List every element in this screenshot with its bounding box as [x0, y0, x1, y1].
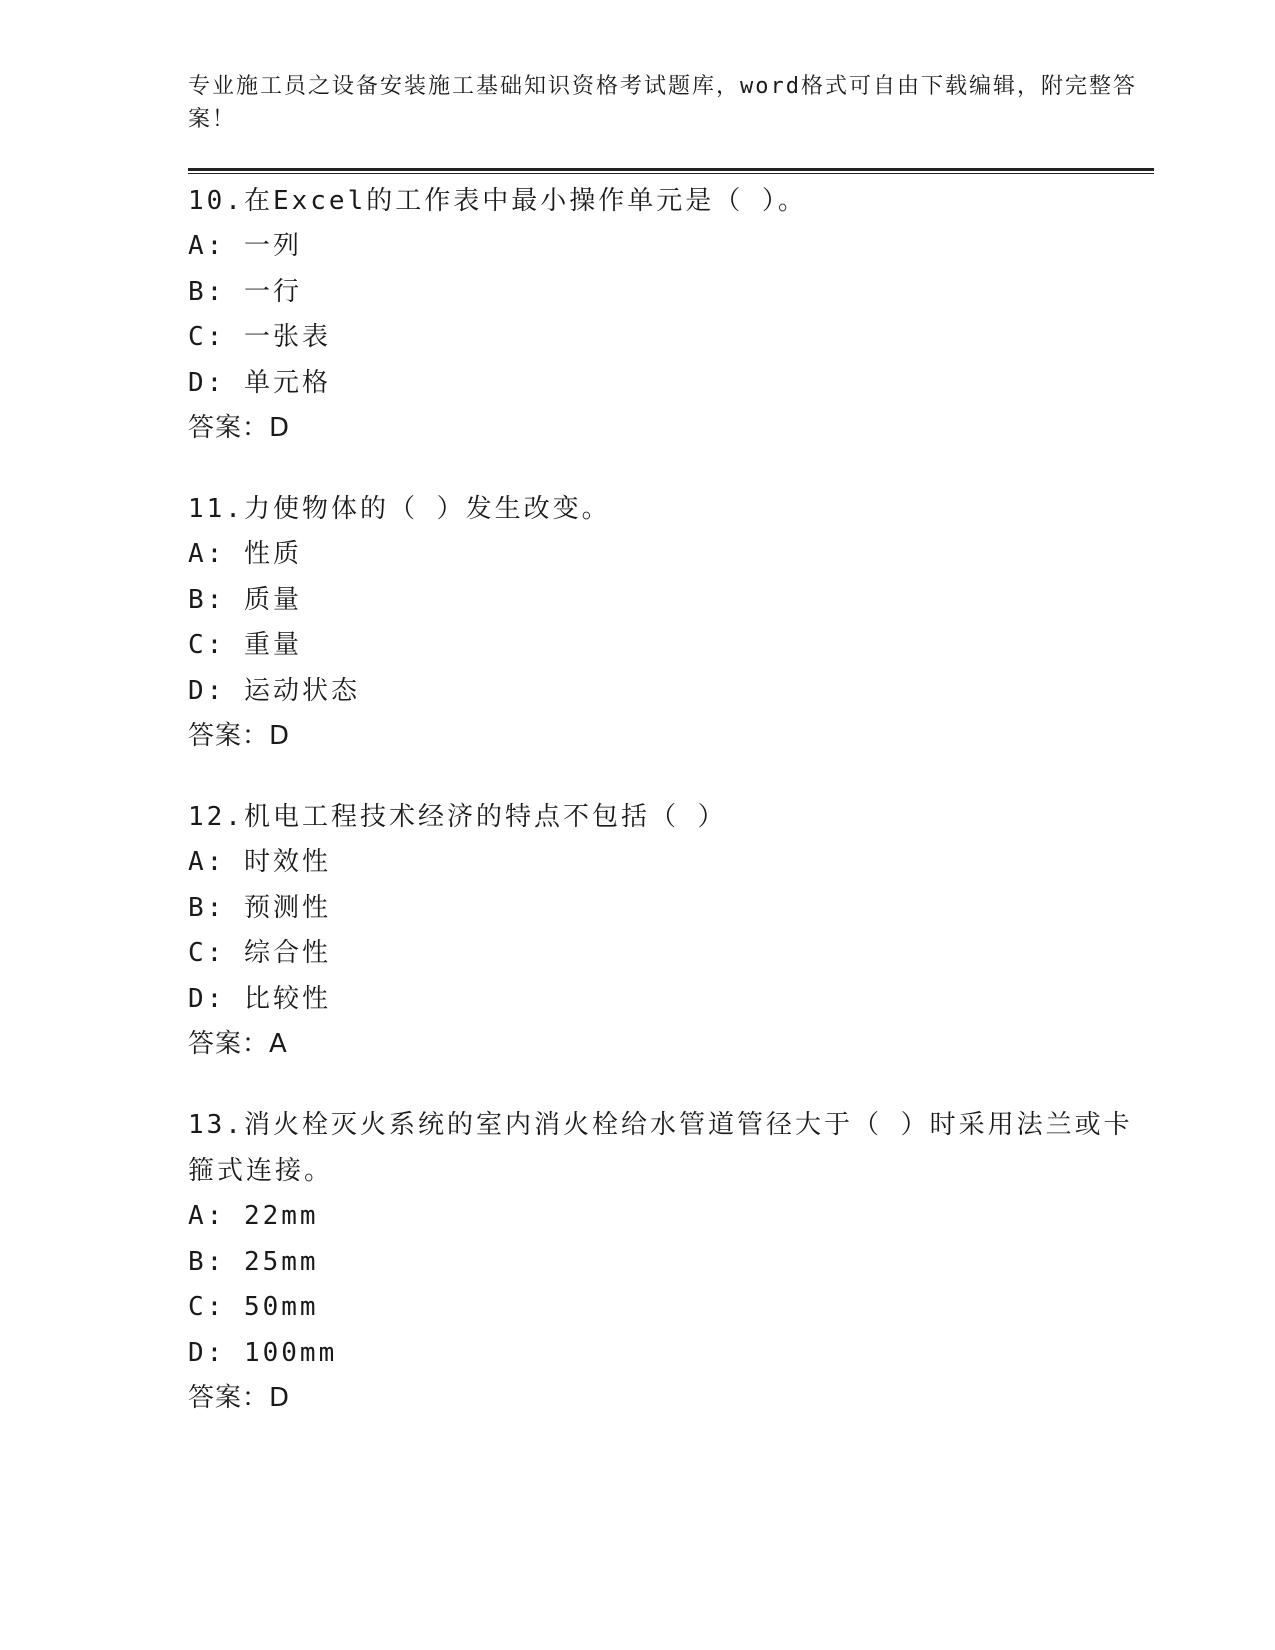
option-d: D: 单元格: [188, 367, 331, 398]
option-c: C: 一张表: [188, 322, 331, 352]
option-d: D: 100mm: [188, 1337, 338, 1368]
question-item: [188, 1102, 1154, 1421]
answer-line: 答案：D: [188, 1383, 291, 1413]
option-b: B: 25mm: [188, 1246, 319, 1277]
option-c: C: 综合性: [188, 938, 331, 968]
option-c: C: 50mm: [188, 1292, 319, 1322]
option-a: A: 性质: [188, 539, 302, 569]
option-b: B: 质量: [188, 584, 302, 615]
option-a: A: 22mm: [188, 1201, 319, 1231]
question-stem: 10.在Excel的工作表中最小操作单元是（ ）。: [188, 186, 807, 216]
question-stem: 11.力使物体的（ ）发生改变。: [188, 494, 611, 524]
option-a: A: 时效性: [188, 847, 331, 877]
question-list: [188, 178, 1154, 1421]
document-header: 专业施工员之设备安装施工基础知识资格考试题库，word格式可自由下载编辑，附完整答案！: [188, 74, 1137, 132]
answer-line: 答案：D: [188, 413, 291, 443]
header-divider: [188, 168, 1154, 174]
option-d: D: 运动状态: [188, 675, 360, 706]
option-a: A: 一列: [188, 231, 302, 261]
answer-line: 答案：D: [188, 721, 291, 751]
question-item: [188, 486, 1154, 759]
option-b: B: 预测性: [188, 892, 331, 923]
answer-line: 答案：A: [188, 1029, 288, 1059]
question-stem: 12.机电工程技术经济的特点不包括（ ）: [188, 802, 727, 832]
question-item: [188, 794, 1154, 1067]
option-d: D: 比较性: [188, 983, 331, 1014]
option-c: C: 重量: [188, 630, 302, 660]
question-item: [188, 178, 1154, 451]
option-b: B: 一行: [188, 276, 302, 307]
question-stem: 13.消火栓灭火系统的室内消火栓给水管道管径大于（ ）时采用法兰或卡箍式连接。: [188, 1110, 1133, 1186]
document-page: [188, 70, 1154, 1456]
